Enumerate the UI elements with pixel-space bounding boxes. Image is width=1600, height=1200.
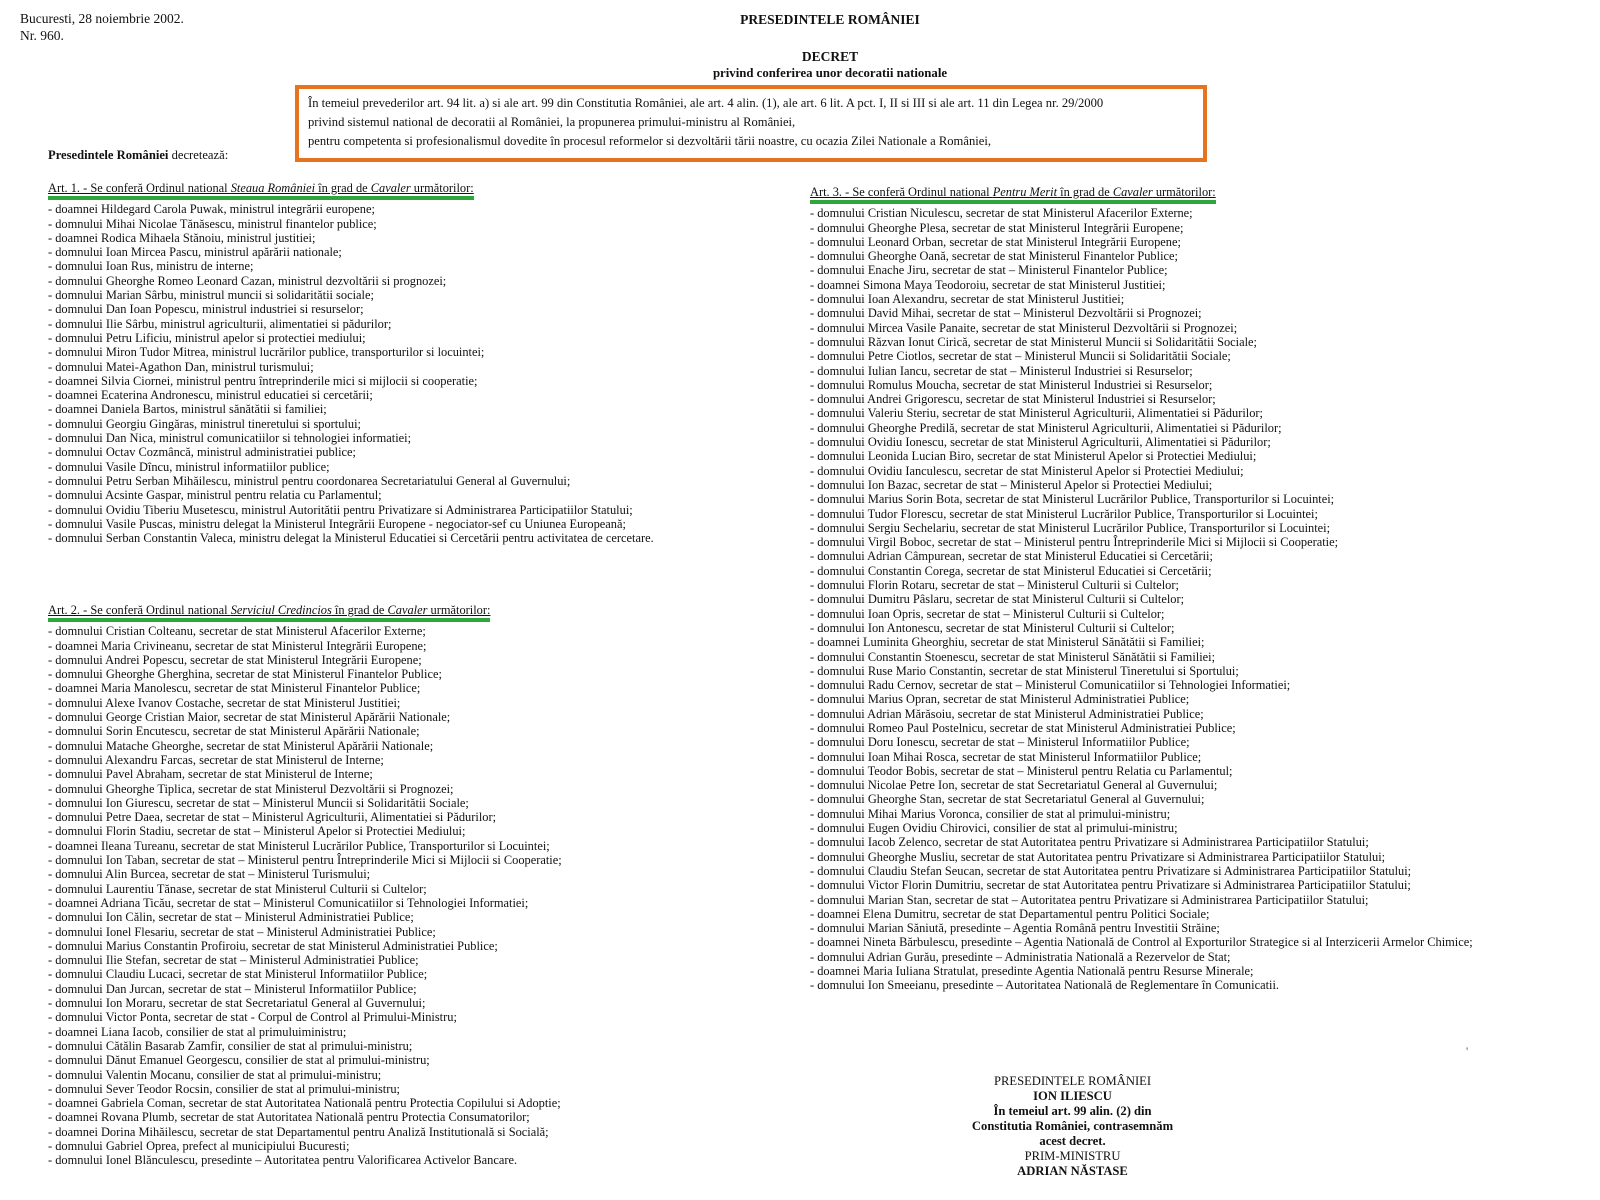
- decree-intro-rest: decretează:: [168, 148, 229, 162]
- decree-list-item: - domnului Ioan Mircea Pascu, ministrul apărării nationale;: [48, 245, 342, 260]
- decree-list-item: - domnului Marius Opran, secretar de stat Ministerul Administratiei Publice;: [810, 692, 1190, 707]
- decree-list-item: - domnului Andrei Popescu, secretar de stat Ministerul Integrării Europene;: [48, 652, 422, 667]
- decree-list-item: - domnului Miron Tudor Mitrea, ministrul lucrărilor publice, transporturilor si locuintei;: [48, 345, 485, 360]
- article-1-list: [48, 202, 654, 545]
- decree-list-item: - domnului Petre Daea, secretar de stat – Ministerul Agriculturii, Alimentatiei si Pădurilor;: [48, 810, 497, 825]
- decree-list-item: - doamnei Maria Iuliana Stratulat, presedinte Agentia Natională pentru Resurse Minerale;: [810, 964, 1254, 979]
- preamble-line: privind sistemul national de decoratii al României, la propunerea primului-ministru al României,: [308, 115, 796, 129]
- decree-list-item: - domnului Vasile Dîncu, ministrul informatiilor publice;: [48, 459, 330, 474]
- article-3-heading: [810, 185, 1216, 204]
- article-3: [810, 185, 1473, 993]
- preamble-box: [295, 85, 1207, 162]
- decree-list-item: - domnului Sorin Encutescu, secretar de stat Ministerul Apărării Nationale;: [48, 724, 420, 739]
- article-heading-part: Steaua României: [230, 181, 316, 195]
- decree-list-item: - domnului George Cristian Maior, secretar de stat Ministerul Apărării Nationale;: [48, 710, 451, 725]
- decree-list-item: - domnului Radu Cernov, secretar de stat – Ministerul Comunicatiilor si Tehnologiei Informatiei;: [810, 678, 1291, 693]
- decree-list-item: - domnului Gheorghe Gherghina, secretar de stat Ministerul Finantelor Publice;: [48, 667, 442, 682]
- decree-list-item: - domnului Claudiu Stefan Seucan, secretar de stat Autoritatea pentru Privatizare si Administrarea Participatiilor Statului;: [810, 863, 1412, 878]
- article-heading-part: Art. 1. - Se conferă Ordinul national: [48, 181, 231, 195]
- decree-list-item: - doamnei Elena Dumitru, secretar de stat Departamentul pentru Politici Sociale;: [810, 906, 1210, 921]
- decree-list-item: - domnului Ion Bazac, secretar de stat – Ministerul Apelor si Protectiei Mediului;: [810, 477, 1213, 492]
- decree-list-item: - doamnei Maria Crivineanu, secretar de stat Ministerul Integrării Europene;: [48, 638, 427, 653]
- decree-list-item: - domnului Leonard Orban, secretar de stat Ministerul Integrării Europene;: [810, 234, 1181, 249]
- decree-list-item: - domnului Vasile Puscas, ministru delegat la Ministerul Integrării Europene - negociator-sef cu Uniunea Europeană;: [48, 516, 626, 531]
- decree-list-item: - domnului Ilie Stefan, secretar de stat – Ministerul Administratiei Publice;: [48, 953, 419, 968]
- article-heading-part: următorilor:: [410, 181, 474, 195]
- decree-list-item: - doamnei Simona Maya Teodoroiu, secretar de stat Ministerul Justitiei;: [810, 277, 1166, 292]
- decree-list-item: - doamnei Dorina Mihăilescu, secretar de stat Departamentul pentru Analiză Institutională si Socială;: [48, 1124, 549, 1139]
- decree-list-item: - domnului Teodor Bobis, secretar de stat – Ministerul pentru Relatia cu Parlamentul;: [810, 763, 1233, 778]
- stray-mark: ': [1466, 1044, 1469, 1058]
- decree-list-item: - domnului Nicolae Petre Ion, secretar de stat Secretariatul General al Guvernului;: [810, 778, 1218, 793]
- article-1-heading: [48, 181, 474, 200]
- decree-list-item: - domnului Romulus Moucha, secretar de stat Ministerul Industriei si Resurselor;: [810, 377, 1213, 392]
- decree-list-item: - domnului Gheorghe Musliu, secretar de stat Autoritatea pentru Privatizare si Administrarea Participatiilor Statului;: [810, 849, 1386, 864]
- decree-list-item: - domnului Marian Stan, secretar de stat – Autoritatea pentru Privatizare si Administrarea Participatiilor Statului;: [810, 892, 1369, 907]
- decree-list-item: - doamnei Maria Manolescu, secretar de stat Ministerul Finantelor Publice;: [48, 681, 421, 696]
- article-heading-part: Cavaler: [387, 603, 428, 617]
- decree-list-item: - domnului Florin Rotaru, secretar de stat – Ministerul Culturii si Cultelor;: [810, 578, 1179, 593]
- decree-list-item: - doamnei Luminita Gheorghiu, secretar de stat Ministerul Sănătătii si Familiei;: [810, 635, 1205, 650]
- decree-list-item: - domnului Adrian Mărăsoiu, secretar de stat Ministerul Administratiei Publice;: [810, 706, 1204, 721]
- decree-list-item: - domnului Dănut Emanuel Georgescu, consilier de stat al primului-ministru;: [48, 1053, 430, 1068]
- decree-list-item: - domnului Matei-Agathon Dan, ministrul turismului;: [48, 359, 314, 374]
- decree-list-item: - domnului Petru Lificiu, ministrul apelor si protectiei mediului;: [48, 330, 366, 345]
- article-heading-part: Art. 3. - Se conferă Ordinul national: [810, 185, 993, 199]
- decree-list-item: - domnului Romeo Paul Postelnicu, secretar de stat Ministerul Administratiei Publice;: [810, 720, 1236, 735]
- decree-list-item: - domnului Dumitru Pâslaru, secretar de stat Ministerul Culturii si Cultelor;: [810, 592, 1185, 607]
- decree-list-item: - domnului Marius Constantin Profiroiu, secretar de stat Ministerul Administratiei Publice;: [48, 938, 498, 953]
- decree-list-item: - doamnei Rovana Plumb, secretar de stat Autoritatea Natională pentru Protectia Consumatorilor;: [48, 1110, 530, 1125]
- decree-list-item: - domnului Ovidiu Ionescu, secretar de stat Ministerul Agriculturii, Alimentatiei si Pădurilor;: [810, 435, 1271, 450]
- decree-list-item: - domnului Enache Jiru, secretar de stat – Ministerul Finantelor Publice;: [810, 263, 1168, 278]
- article-heading-part: în grad de: [331, 603, 388, 617]
- decree-list-item: - domnului Gheorghe Romeo Leonard Cazan, ministrul dezvoltării si prognozei;: [48, 273, 447, 288]
- decree-list-item: - domnului Ioan Opris, secretar de stat – Ministerul Culturii si Cultelor;: [810, 606, 1165, 621]
- decree-list-item: - doamnei Daniela Bartos, ministrul sănătătii si familiei;: [48, 402, 327, 417]
- decree-list-item: - domnului Petre Ciotlos, secretar de stat – Ministerul Muncii si Solidaritătii Sociale;: [810, 349, 1231, 364]
- decree-list-item: - domnului Marian Săniută, presedinte – Agentia Română pentru Investitii Străine;: [810, 921, 1220, 936]
- decree-list-item: - domnului Iulian Iancu, secretar de stat – Ministerul Industriei si Resurselor;: [810, 363, 1193, 378]
- decree-list-item: - domnului Alexandru Farcas, secretar de stat Ministerul de Interne;: [48, 752, 384, 767]
- decree-list-item: - domnului Cristian Niculescu, secretar de stat Ministerul Afacerilor Externe;: [810, 206, 1193, 221]
- decree-list-item: - domnului Gheorghe Tiplica, secretar de stat Ministerul Dezvoltării si Prognozei;: [48, 781, 454, 796]
- decree-list-item: - domnului Cătălin Basarab Zamfir, consilier de stat al primului-ministru;: [48, 1038, 413, 1053]
- decree-list-item: - domnului Ioan Rus, ministru de interne;: [48, 259, 254, 274]
- decree-list-item: - domnului Gheorghe Predilă, secretar de stat Ministerul Agriculturii, Alimentatiei si Pădurilor;: [810, 420, 1282, 435]
- decree-list-item: - domnului Dan Jurcan, secretar de stat – Ministerul Informatiilor Publice;: [48, 981, 417, 996]
- decree-list-item: - domnului Adrian Gurău, presedinte – Administratia Natională a Rezervelor de Stat;: [810, 949, 1231, 964]
- decree-intro-bold: Presedintele României: [48, 148, 169, 162]
- decree-list-item: - domnului Valentin Mocanu, consilier de stat al primului-ministru;: [48, 1067, 382, 1082]
- decree-list-item: - domnului Sever Teodor Rocsin, consilier de stat al primului-ministru;: [48, 1081, 400, 1096]
- article-heading-part: Serviciul Credincios: [230, 603, 332, 617]
- decree-list-item: - domnului Marius Sorin Bota, secretar de stat Ministerul Lucrărilor Publice, Transporturilor si Locuintei;: [810, 492, 1335, 507]
- decree-list-item: - domnului Ion Moraru, secretar de stat Secretariatul General al Guvernului;: [48, 996, 426, 1011]
- decree-list-item: - domnului Eugen Ovidiu Chirovici, consilier de stat al primului-ministru;: [810, 821, 1178, 836]
- preamble-line: pentru competenta si profesionalismul dovedite în procesul reformelor si dezvoltării tării noastre, cu ocazia Zilei Nationale a României,: [308, 134, 991, 148]
- signature-line: În temeiul art. 99 alin. (2) din: [993, 1104, 1152, 1118]
- decree-list-item: - domnului Alin Burcea, secretar de stat – Ministerul Turismului;: [48, 867, 371, 882]
- decree-list-item: - domnului Virgil Boboc, secretar de stat – Ministerul pentru Întreprinderile Mici si Mijlocii si Cooperatie;: [810, 535, 1339, 550]
- decree-list-item: - doamnei Hildegard Carola Puwak, ministrul integrării europene;: [48, 202, 375, 217]
- article-heading-part: următorilor:: [1152, 185, 1216, 199]
- decree-list-item: - domnului Ion Giurescu, secretar de stat – Ministerul Muncii si Solidaritătii Sociale;: [48, 795, 469, 810]
- decree-list-item: - domnului Mihai Marius Voronca, consilier de stat al primului-ministru;: [810, 806, 1171, 821]
- decree-list-item: - domnului Ion Antonescu, secretar de stat Ministerul Culturii si Cultelor;: [810, 620, 1175, 635]
- decree-list-item: - doamnei Rodica Mihaela Stănoiu, ministrul justitiei;: [48, 230, 316, 245]
- decree-list-item: - domnului Ruse Mario Constantin, secretar de stat Ministerul Tineretului si Sportului;: [810, 663, 1239, 678]
- decree-list-item: - domnului Petru Serban Mihăilescu, ministrul pentru coordonarea Secretariatului General al Guvernului;: [48, 473, 571, 488]
- article-heading-part: în grad de: [1057, 185, 1113, 199]
- decree-list-item: - domnului Iacob Zelenco, secretar de stat Autoritatea pentru Privatizare si Administrarea Participatiilor Statului;: [810, 835, 1369, 850]
- decree-list-item: - domnului Serban Constantin Valeca, ministru delegat la Ministerul Educatiei si Cercetării pentru activitatea de cercetare.: [48, 531, 654, 546]
- decree-list-item: - domnului Victor Florin Dumitriu, secretar de stat Autoritatea pentru Privatizare si Administrarea Participatiilor Statului;: [810, 878, 1411, 893]
- decree-intro: [48, 148, 228, 163]
- decree-list-item: - domnului Gabriel Oprea, prefect al municipiului Bucuresti;: [48, 1138, 350, 1153]
- article-3-list: [810, 206, 1473, 992]
- decree-list-item: - domnului Mircea Vasile Panaite, secretar de stat Ministerul Dezvoltării si Prognozei;: [810, 320, 1238, 335]
- article-heading-part: în grad de: [315, 181, 371, 195]
- decree-list-item: - domnului Ioan Alexandru, secretar de stat Ministerul Justitiei;: [810, 292, 1125, 307]
- article-heading-part: Cavaler: [370, 181, 411, 195]
- decree-list-item: - domnului Ionel Blănculescu, presedinte – Autoritatea pentru Valorificarea Activelor Bancare.: [48, 1153, 518, 1168]
- article-2-heading: [48, 603, 490, 622]
- decree-list-item: - domnului Ilie Sârbu, ministrul agriculturii, alimentatiei si pădurilor;: [48, 316, 392, 331]
- decree-list-item: - domnului Matache Gheorghe, secretar de stat Ministerul Apărării Nationale;: [48, 738, 434, 753]
- article-heading-part: Cavaler: [1112, 185, 1153, 199]
- signature-line: acest decret.: [1039, 1134, 1106, 1148]
- decree-list-item: - domnului Cristian Colteanu, secretar de stat Ministerul Afacerilor Externe;: [48, 624, 426, 639]
- title-block: [230, 12, 1430, 81]
- article-heading-part: Pentru Merit: [992, 185, 1058, 199]
- decree-list-item: - doamnei Liana Iacob, consilier de stat al primuluiministru;: [48, 1024, 347, 1039]
- decree-list-item: - domnului Ovidiu Ianculescu, secretar de stat Ministerul Apelor si Protectiei Mediului;: [810, 463, 1244, 478]
- decree-list-item: - doamnei Gabriela Coman, secretar de stat Autoritatea Natională pentru Protectia Copilului si Adoptie;: [48, 1096, 561, 1111]
- signature-block: [900, 1074, 1245, 1179]
- decree-list-item: - domnului Ionel Flesariu, secretar de stat – Ministerul Administratiei Publice;: [48, 924, 436, 939]
- decree-list-item: - domnului Victor Ponta, secretar de stat - Corpul de Control al Primului-Ministru;: [48, 1010, 457, 1025]
- signature-line: Constitutia României, contrasemnăm: [971, 1119, 1174, 1133]
- decree-list-item: - domnului Dan Nica, ministrul comunicatiilor si tehnologiei informatiei;: [48, 431, 412, 446]
- date-block: [20, 10, 184, 44]
- decree-number: Nr. 960.: [20, 28, 64, 43]
- decree-list-item: - doamnei Silvia Ciornei, ministrul pentru întreprinderile mici si mijlocii si cooperatie;: [48, 373, 478, 388]
- decree-list-item: - doamnei Ecaterina Andronescu, ministrul educatiei si cercetării;: [48, 388, 373, 403]
- decree-list-item: - domnului Georgiu Gingăras, ministrul tineretului si sportului;: [48, 416, 361, 431]
- signature-line: PRESEDINTELE ROMÂNIEI: [993, 1074, 1152, 1088]
- decree-list-item: - domnului Marian Sârbu, ministrul muncii si solidaritătii sociale;: [48, 288, 374, 303]
- decree-list-item: - domnului Gheorghe Oană, secretar de stat Ministerul Finantelor Publice;: [810, 249, 1178, 264]
- article-2: [48, 603, 562, 1168]
- decree-list-item: - domnului Adrian Câmpurean, secretar de stat Ministerul Educatiei si Cercetării;: [810, 549, 1213, 564]
- decree-list-item: - domnului Sergiu Sechelariu, secretar de stat Ministerul Lucrărilor Publice, Transporturilor si Locuintei;: [810, 520, 1331, 535]
- decree-list-item: - domnului Alexe Ivanov Costache, secretar de stat Ministerul Justitiei;: [48, 695, 401, 710]
- decree-list-item: - domnului Valeriu Steriu, secretar de stat Ministerul Agriculturii, Alimentatiei si Pădurilor;: [810, 406, 1263, 421]
- decree-title: DECRET: [801, 49, 859, 64]
- decree-list-item: - domnului Gheorghe Plesa, secretar de stat Ministerul Integrării Europene;: [810, 220, 1184, 235]
- decree-list-item: - domnului Leonida Lucian Biro, secretar de stat Ministerul Apelor si Protectiei Mediului;: [810, 449, 1257, 464]
- decree-list-item: - domnului Laurentiu Tănase, secretar de stat Ministerul Culturii si Cultelor;: [48, 881, 427, 896]
- article-1: [48, 181, 654, 545]
- decree-list-item: - domnului Ion Călin, secretar de stat – Ministerul Administratiei Publice;: [48, 910, 414, 925]
- date-line: Bucuresti, 28 noiembrie 2002.: [20, 11, 184, 26]
- decree-list-item: - domnului Claudiu Lucaci, secretar de stat Ministerul Informatiilor Publice;: [48, 967, 428, 982]
- article-heading-part: următorilor:: [427, 603, 491, 617]
- decree-list-item: - domnului Florin Stadiu, secretar de stat – Ministerul Apelor si Protectiei Mediului;: [48, 824, 466, 839]
- decree-list-item: - doamnei Adriana Ticău, secretar de stat – Ministerul Comunicatiilor si Tehnologiei Informatiei;: [48, 895, 529, 910]
- decree-list-item: - domnului Ovidiu Tiberiu Musetescu, ministrul Autoritătii pentru Privatizare si Administrarea Participatiilor Statului;: [48, 502, 633, 517]
- decree-list-item: - domnului Dan Ioan Popescu, ministrul industriei si resurselor;: [48, 302, 364, 317]
- article-heading-part: Art. 2. - Se conferă Ordinul national: [48, 603, 231, 617]
- decree-list-item: - domnului Ioan Mihai Rosca, secretar de stat Ministerul Informatiilor Publice;: [810, 749, 1202, 764]
- decree-list-item: - domnului Gheorghe Stan, secretar de stat Secretariatul General al Guvernului;: [810, 792, 1205, 807]
- decree-list-item: - domnului Ion Smeeianu, presedinte – Autoritatea Natională de Reglementare în Comunicatii.: [810, 978, 1279, 993]
- decree-list-item: - domnului Tudor Florescu, secretar de stat Ministerul Lucrărilor Publice, Transporturilor si Locuintei;: [810, 506, 1318, 521]
- decree-list-item: - domnului Constantin Stoenescu, secretar de stat Ministerul Sănătătii si Familiei;: [810, 649, 1216, 664]
- decree-list-item: - domnului Doru Ionescu, secretar de stat – Ministerul Informatiilor Publice;: [810, 735, 1190, 750]
- signature-line: ADRIAN NĂSTASE: [1017, 1164, 1128, 1178]
- decree-list-item: - domnului Andrei Grigorescu, secretar de stat Ministerul Industriei si Resurselor;: [810, 392, 1216, 407]
- article-2-list: [48, 624, 562, 1167]
- decree-list-item: - domnului Pavel Abraham, secretar de stat Ministerul de Interne;: [48, 767, 373, 782]
- decree-list-item: - doamnei Ileana Tureanu, secretar de stat Ministerul Lucrărilor Publice, Transporturilor si Locuintei;: [48, 838, 550, 853]
- signature-line: ION ILIESCU: [1033, 1089, 1112, 1103]
- signature-line: PRIM-MINISTRU: [1024, 1149, 1121, 1163]
- decree-subject: privind conferirea unor decoratii nationale: [712, 66, 948, 80]
- decree-list-item: - domnului Răzvan Ionut Cirică, secretar de stat Ministerul Muncii si Solidaritătii Sociale;: [810, 334, 1257, 349]
- decree-list-item: - domnului Acsinte Gaspar, ministrul pentru relatia cu Parlamentul;: [48, 488, 382, 503]
- preamble-line: În temeiul prevederilor art. 94 lit. a) si ale art. 99 din Constitutia României, ale art. 4 alin. (1), ale art. 6 lit. A pct. I, II si III si ale art. 11 din Legea nr. 29/2000: [308, 96, 1104, 110]
- decree-list-item: - domnului Mihai Nicolae Tănăsescu, ministrul finantelor publice;: [48, 216, 377, 231]
- decree-list-item: - domnului Ion Taban, secretar de stat – Ministerul pentru Întreprinderile Mici si Mijlocii si Cooperatie;: [48, 853, 562, 868]
- decree-list-item: - domnului David Mihai, secretar de stat – Ministerul Dezvoltării si Prognozei;: [810, 306, 1202, 321]
- decree-list-item: - doamnei Nineta Bărbulescu, presedinte – Agentia Natională de Control al Exporturilor Strategice si al Interzicerii Armelor Chimice;: [810, 935, 1473, 950]
- presidency-title: PRESEDINTELE ROMÂNIEI: [740, 12, 920, 27]
- decree-list-item: - domnului Octav Cozmâncă, ministrul administratiei publice;: [48, 445, 356, 460]
- decree-list-item: - domnului Constantin Corega, secretar de stat Ministerul Educatiei si Cercetării;: [810, 563, 1212, 578]
